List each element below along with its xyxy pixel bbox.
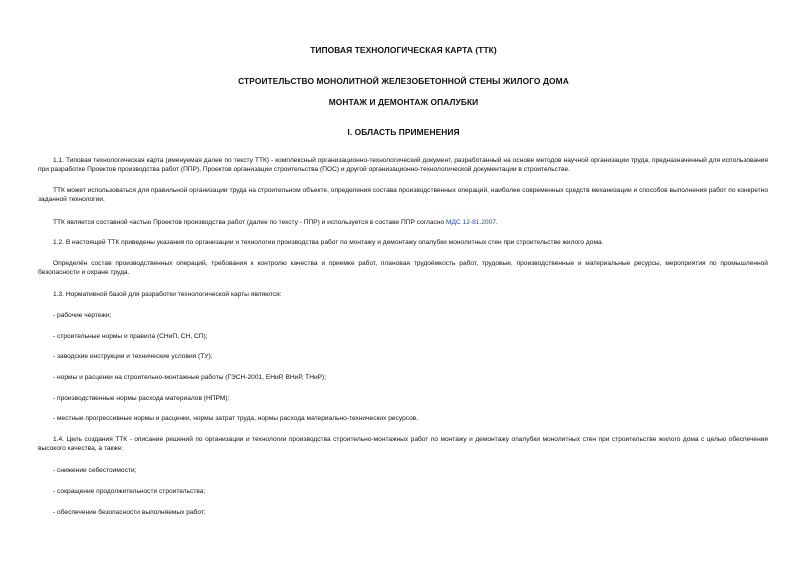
mds-link[interactable]: МДС 12-81.2007 bbox=[445, 219, 496, 226]
paragraph-1-4: 1.4. Цель создания ТТК - описание решений по организации и технологии производства строительно-монтажных работ по монтажу и демонтажу опалубки монолитных стен при строительстве жилого дома с целью обеспечения высокого качества, а также: bbox=[38, 436, 768, 453]
document-title: ТИПОВАЯ ТЕХНОЛОГИЧЕСКАЯ КАРТА (ТТК) bbox=[310, 45, 497, 55]
paragraph-1-2: 1.2. В настоящей ТТК приведены указания по организации и технологии производства работ по монтажу и демонтажу опалубки монолитных стен при строительстве жилого дома. bbox=[53, 239, 604, 246]
list-item: - заводские инструкции и технические условия (ТУ); bbox=[53, 353, 213, 360]
section-heading: I. ОБЛАСТЬ ПРИМЕНЕНИЯ bbox=[347, 127, 460, 137]
paragraph-ttk-ppr bbox=[38, 218, 768, 227]
paragraph-operations: Определён состав производственных операций, требования к контролю качества и приемке работ, плановая трудоёмкость работ, трудовые, производственные и материальные ресурсы, мероприятия по промышленной безопасности и охране труда. bbox=[38, 260, 768, 277]
document-subtitle-2: МОНТАЖ И ДЕМОНТАЖ ОПАЛУБКИ bbox=[328, 97, 479, 107]
paragraph-ttk-ppr-end: . bbox=[495, 219, 498, 226]
list-item: - строительные нормы и правила (СНиП, СН, СП); bbox=[53, 333, 208, 340]
list-item: - производственные нормы расхода материалов (НПРМ); bbox=[53, 395, 230, 402]
list-item: - местные прогрессивные нормы и расценки, нормы затрат труда, нормы расхода материально-технических ресурсов. bbox=[53, 415, 419, 422]
list-item: - снижение себестоимости; bbox=[53, 467, 137, 474]
paragraph-1-1: 1.1. Типовая технологическая карта (именуемая далее по тексту ТТК) - комплексный организационно-технологический документ, разработанный на основе методов научной организации труда, предназначенный для использования при разработке Проектов производства работ (ППР), Проектов организации строительства (ПОС) и другой организационно-технологической документации в строительстве. bbox=[38, 157, 768, 174]
paragraph-1-3: 1.3. Нормативной базой для разработки технологической карты являются: bbox=[53, 291, 282, 298]
paragraph-ttk-usage: ТТК может использоваться для правильной организации труда на строительном объекте, определения состава производственных операций, наиболее современных средств механизации и способов выполнения работ по конкретно заданной технологии. bbox=[38, 187, 768, 204]
document-subtitle: СТРОИТЕЛЬСТВО МОНОЛИТНОЙ ЖЕЛЕЗОБЕТОННОЙ СТЕНЫ ЖИЛОГО ДОМА bbox=[238, 76, 569, 86]
list-item: - сокращение продолжительности строительства; bbox=[53, 488, 206, 495]
list-item: - рабочие чертежи; bbox=[53, 312, 112, 319]
list-item: - нормы и расценки на строительно-монтажные работы (ГЭСН-2001, ЕНиР, ВНиР, ТНиР); bbox=[53, 374, 327, 381]
paragraph-ttk-ppr-text: ТТК является составной частью Проектов производства работ (далее по тексту - ППР) и используется в составе ППР согласно bbox=[53, 219, 446, 226]
list-item: - обеспечение безопасности выполняемых работ; bbox=[53, 509, 206, 516]
